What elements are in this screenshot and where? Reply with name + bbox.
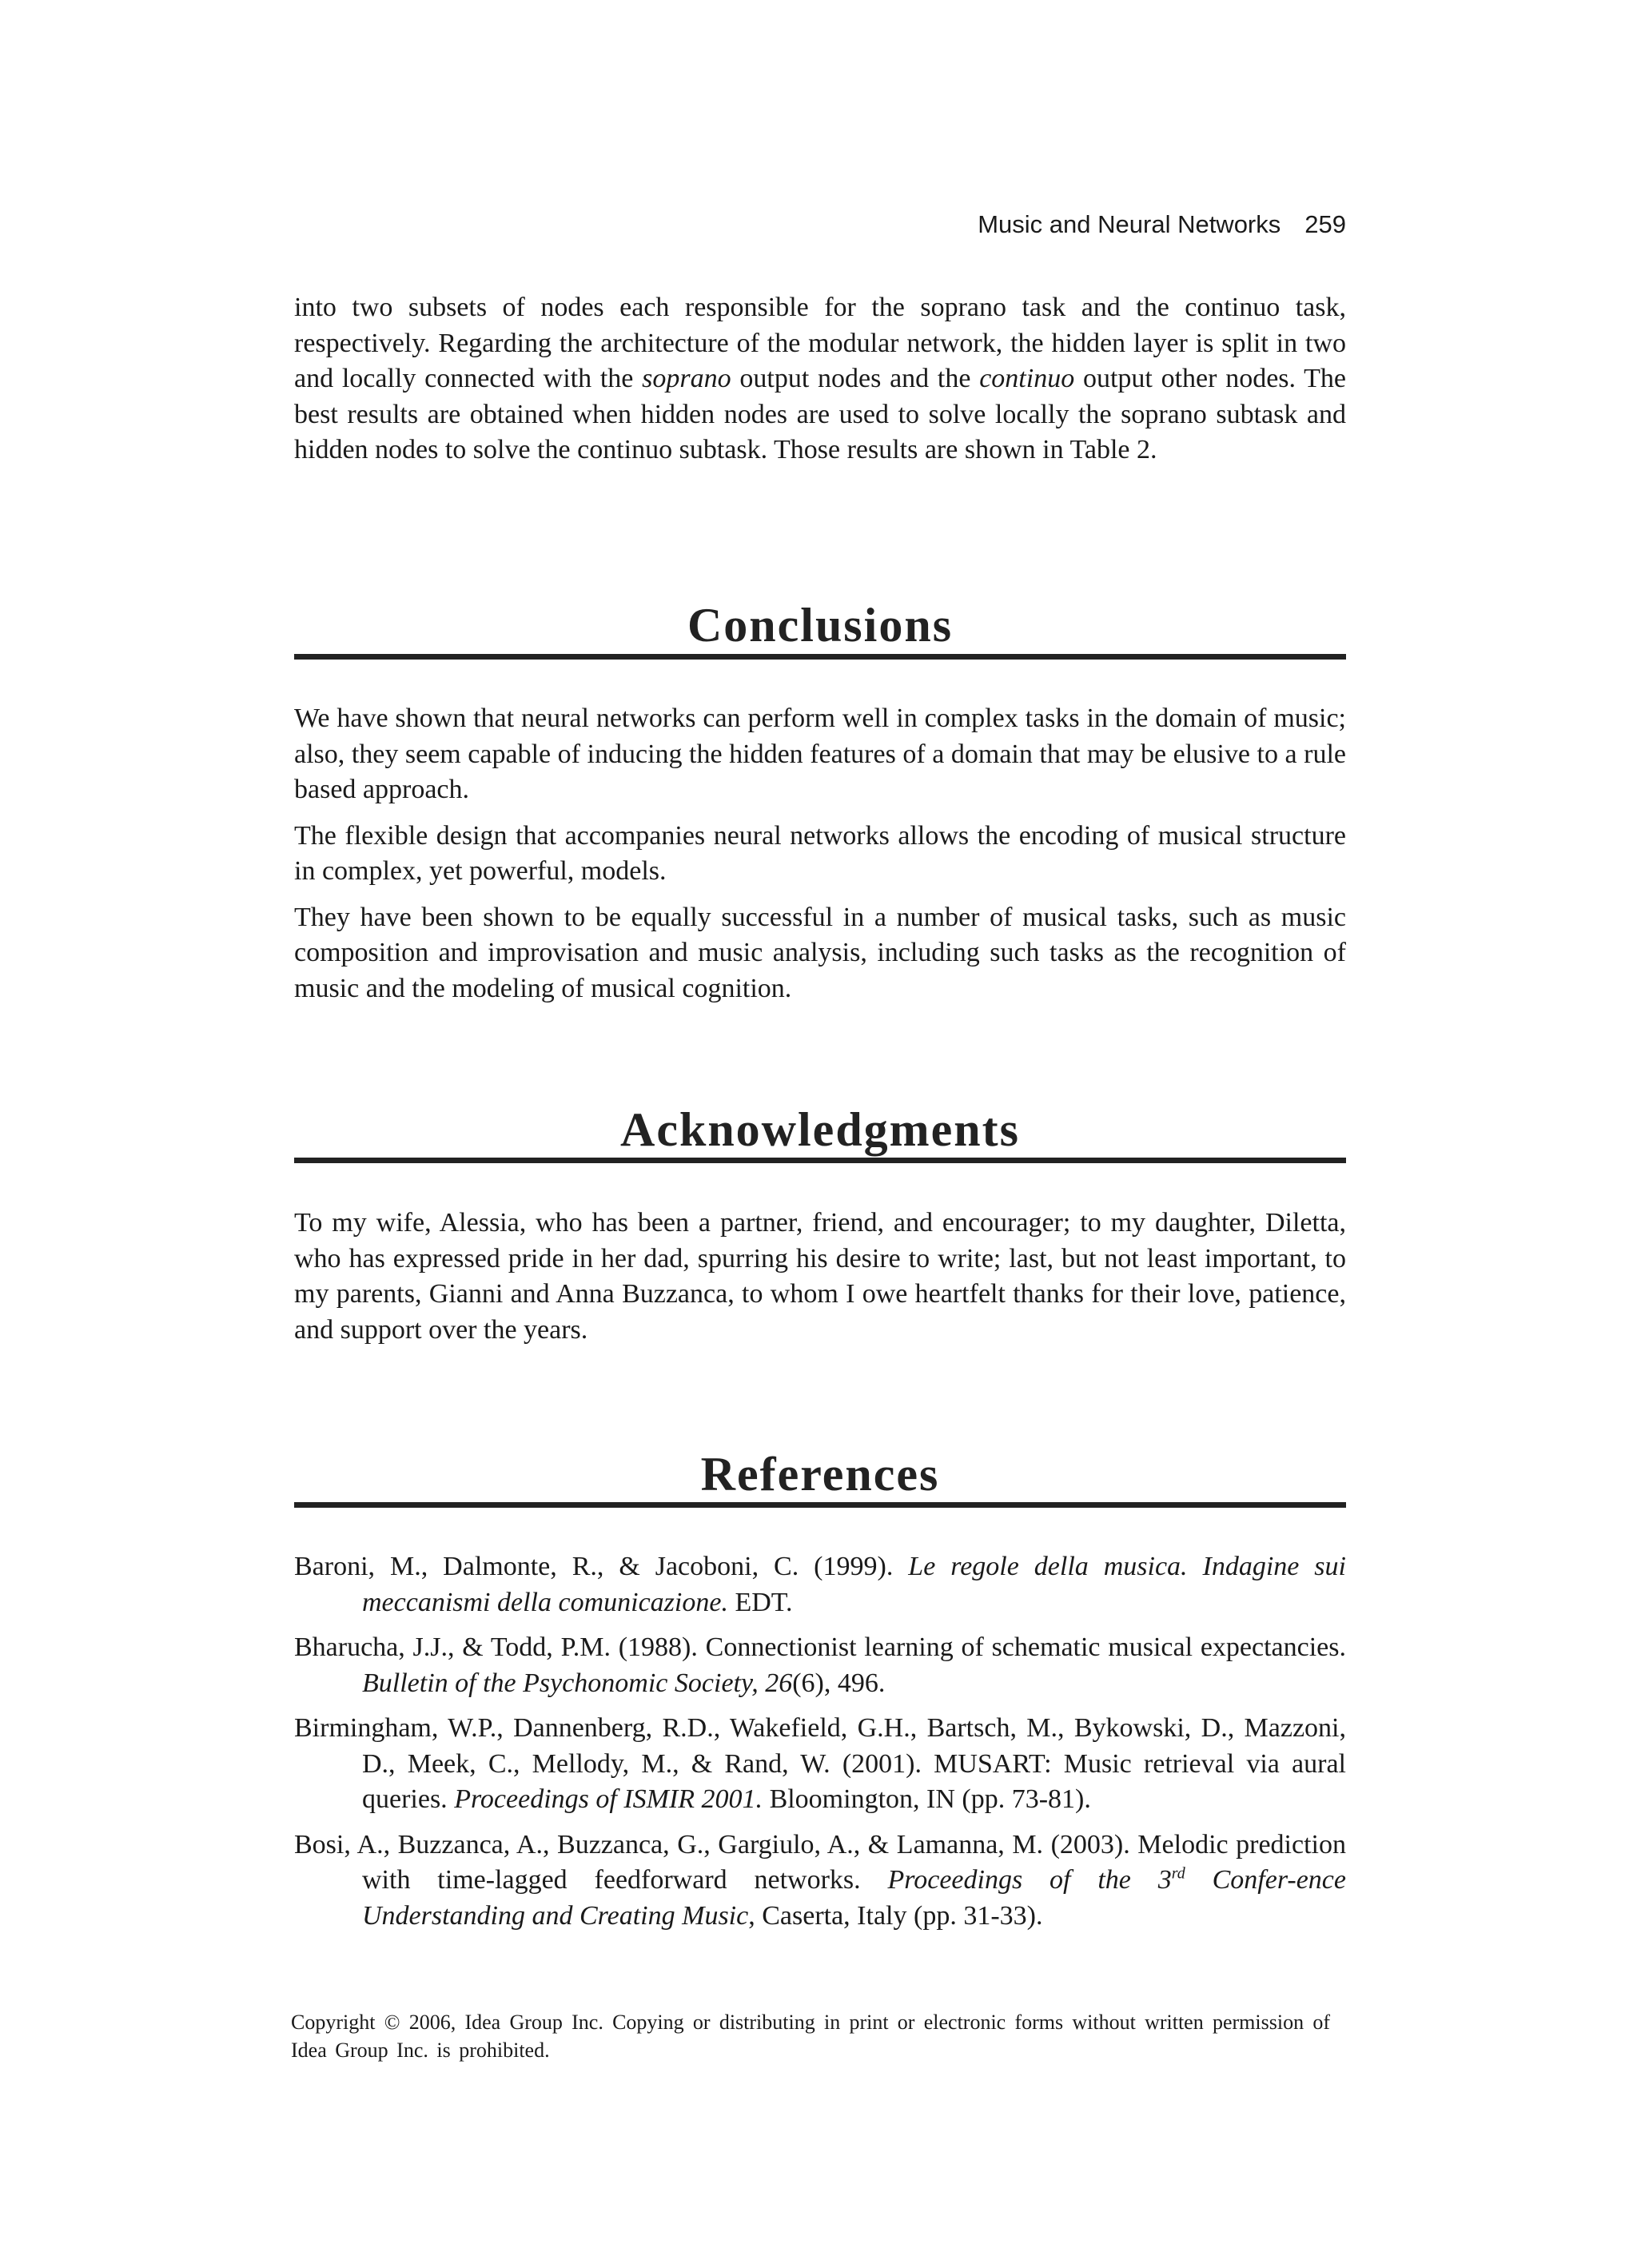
reference-item bbox=[294, 1549, 1346, 1620]
acknowledgments-heading: Acknowledgments bbox=[619, 1103, 1020, 1156]
reference-item bbox=[294, 1711, 1346, 1818]
references-rule bbox=[294, 1502, 1346, 1508]
reference-authors: Bosi, A., Buzzanca, A., Buzzanca, G., Gargiulo, A., & Lamanna, M. (2003). Melodic prediction with time-lagged feedforward networks. bbox=[294, 1829, 1346, 1895]
conclusions-heading: Conclusions bbox=[687, 599, 954, 652]
reference-authors: Baroni, M., Dalmonte, R., & Jacoboni, C. (1999). bbox=[294, 1552, 909, 1581]
conclusions-rule bbox=[294, 654, 1346, 660]
acknowledgments-paragraph: To my wife, Alessia, who has been a partner, friend, and encourager; to my daughter, Diletta, who has expressed pride in her dad, spurring his desire to write; last, but not least important, to my parents, Gianni and Anna Buzzanca, to whom I owe heartfelt thanks for their love, patience, and support over the years. bbox=[294, 1208, 1346, 1345]
intro-section bbox=[294, 290, 1346, 468]
reference-pages: (6), 496. bbox=[792, 1668, 886, 1698]
copyright-notice: Copyright © 2006, Idea Group Inc. Copying or distributing in print or electronic forms without written permission of Idea Group Inc. is prohibited. bbox=[291, 2011, 1330, 2062]
acknowledgments-rule bbox=[294, 1158, 1346, 1163]
references-list bbox=[294, 1549, 1346, 1943]
conclusions-paragraph-1: We have shown that neural networks can perform well in complex tasks in the domain of music; also, they seem capable of inducing the hidden features of a domain that may be elusive to a rule based approach. bbox=[294, 704, 1346, 804]
reference-authors: Birmingham, W.P., Dannenberg, R.D., Wakefield, G.H., Bartsch, M., Bykowski, D., Mazzoni, D., Meek, C., Mellody, M., & Rand, W. (2001). MUSART: Music retrieval via aural queries. bbox=[294, 1713, 1346, 1814]
conclusions-paragraph-2: The flexible design that accompanies neural networks allows the encoding of musical structure in complex, yet powerful, models. bbox=[294, 820, 1346, 886]
reference-proceedings: Proceedings of ISMIR 2001. bbox=[454, 1784, 763, 1814]
reference-item bbox=[294, 1630, 1346, 1701]
intro-italic-soprano: soprano bbox=[642, 364, 731, 393]
reference-proceedings: Proceedings of the 3 bbox=[887, 1865, 1172, 1895]
reference-proceedings-cont: Confer-ence Understanding and Creating Music bbox=[362, 1865, 1346, 1931]
intro-text-3: output other nodes. The best results are obtained when hidden nodes are used to solve locally the soprano subtask and hidden nodes to solve the continuo subtask. Those results are shown in Table 2. bbox=[294, 364, 1347, 464]
running-head-title: Music and Neural Networks bbox=[978, 210, 1281, 238]
reference-item bbox=[294, 1828, 1346, 1935]
intro-text-2: output nodes and the bbox=[731, 364, 980, 393]
reference-location: Bloomington, IN (pp. 73-81). bbox=[763, 1784, 1091, 1814]
acknowledgments-section bbox=[294, 1206, 1346, 1348]
reference-journal: Bulletin of the Psychonomic Society, 26 bbox=[362, 1668, 793, 1698]
running-head bbox=[294, 210, 1346, 239]
references-heading: References bbox=[700, 1448, 940, 1501]
page-number: 259 bbox=[1304, 210, 1346, 238]
intro-italic-continuo: continuo bbox=[979, 364, 1075, 393]
reference-location: , Caserta, Italy (pp. 31-33). bbox=[748, 1900, 1043, 1931]
conclusions-paragraph-3: They have been shown to be equally successful in a number of musical tasks, such as music composition and improvisation and music analysis, including such tasks as the recognition of music and the modeling of musical cognition. bbox=[294, 902, 1346, 1003]
intro-paragraph bbox=[294, 290, 1346, 468]
reference-authors: Bharucha, J.J., & Todd, P.M. (1988). Connectionist learning of schematic musical expectancies. bbox=[294, 1632, 1346, 1662]
reference-title: Le regole della musica. Indagine sui meccanismi della comunicazione. bbox=[362, 1552, 1346, 1617]
reference-publisher: EDT. bbox=[727, 1587, 793, 1617]
intro-text-1: into two subsets of nodes each responsible for the soprano task and the continuo task, respectively. Regarding the architecture of the modular network, the hidden layer is split in two and locally connected with the bbox=[294, 293, 1346, 393]
reference-superscript: rd bbox=[1171, 1864, 1185, 1883]
conclusions-section bbox=[294, 701, 1346, 1006]
